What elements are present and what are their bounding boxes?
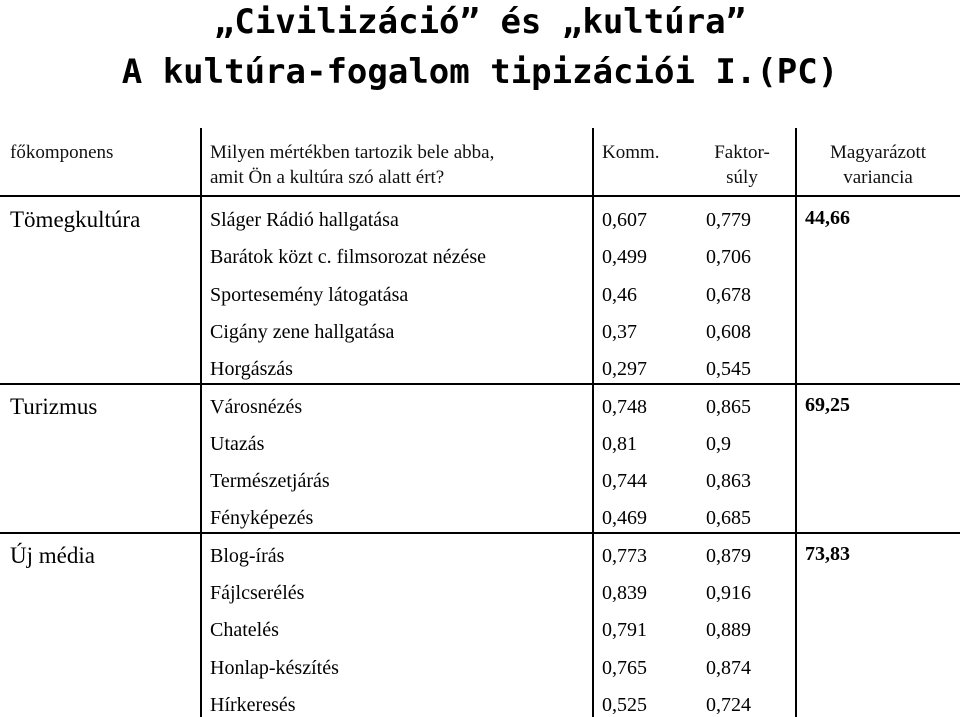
table-row-komm: 0,37 [602,320,637,343]
table-row-weight: 0,545 [706,358,751,381]
table-row-item: Barátok közt c. filmsorozat nézése [210,246,486,269]
table-row-weight: 0,879 [706,544,751,567]
table-row-weight: 0,865 [706,395,751,418]
table-row-item: Hírkeresés [210,693,296,716]
table-row-item: Utazás [210,432,265,455]
group-divider [0,383,960,385]
header-component: főkomponens [10,142,114,163]
table-row-item: Városnézés [210,395,303,418]
table-row-komm: 0,525 [602,693,647,716]
group-name: Új média [10,542,95,568]
table-row-komm: 0,765 [602,656,647,679]
table-row-komm: 0,748 [602,395,647,418]
table-row-komm: 0,297 [602,358,647,381]
table-row-komm: 0,773 [602,544,647,567]
column-divider [200,128,202,717]
table-row-komm: 0,744 [602,470,647,493]
table-row-weight: 0,724 [706,693,751,716]
table-row-komm: 0,499 [602,246,647,269]
title-line-2: A kultúra-fogalom tipizációi I.(PC) [121,52,839,92]
table-row-weight: 0,863 [706,470,751,493]
table-row-item: Honlap-készítés [210,656,339,679]
header-weight-line-2: súly [726,167,758,188]
table-row-komm: 0,46 [602,283,637,306]
table-row-komm: 0,839 [602,582,647,604]
table-row-item: Cigány zene hallgatása [210,320,395,343]
header-variance-line-1: Magyarázott [829,142,926,163]
table-row-item: Természetjárás [210,470,330,493]
title-line-1: „Civilizáció” és „kultúra” [213,2,747,42]
table-row-weight: 0,706 [706,246,751,269]
table-row-item: Fényképezés [210,507,314,530]
table-row-weight: 0,9 [706,432,731,455]
table-row-item: Sportesemény látogatása [210,283,409,306]
table-row-weight: 0,889 [706,619,751,642]
table-row-komm: 0,791 [602,619,647,642]
group-variance: 44,66 [805,207,850,229]
group-divider [0,532,960,534]
group-variance: 73,83 [805,542,850,565]
header-question-line-2: amit Ön a kultúra szó alatt ért? [210,167,445,188]
table-row-weight: 0,779 [706,209,751,231]
table-row-item: Blog-írás [210,544,285,567]
group-name: Turizmus [10,393,98,419]
header-weight-line-1: Faktor- [714,142,770,163]
table-row-komm: 0,607 [602,209,647,231]
column-divider [592,128,594,717]
table-row-weight: 0,678 [706,283,751,306]
table-row-weight: 0,608 [706,320,751,343]
table-row-weight: 0,874 [706,656,751,679]
header-divider [0,195,960,197]
group-name: Tömegkultúra [10,207,141,232]
table-row-item: Chatelés [210,619,279,642]
table-row-item: Horgászás [210,358,293,381]
header-variance-line-2: variancia [843,167,913,188]
table-row-komm: 0,81 [602,432,637,455]
header-komm: Komm. [602,142,660,163]
column-divider [795,128,797,717]
group-variance: 69,25 [805,393,850,416]
table-row-item: Fájlcserélés [210,582,305,604]
table-row-komm: 0,469 [602,507,647,530]
header-question-line-1: Milyen mértékben tartozik bele abba, [210,142,495,163]
table-row-weight: 0,685 [706,507,751,530]
table-row-weight: 0,916 [706,582,751,604]
table-row-item: Sláger Rádió hallgatása [210,209,399,231]
